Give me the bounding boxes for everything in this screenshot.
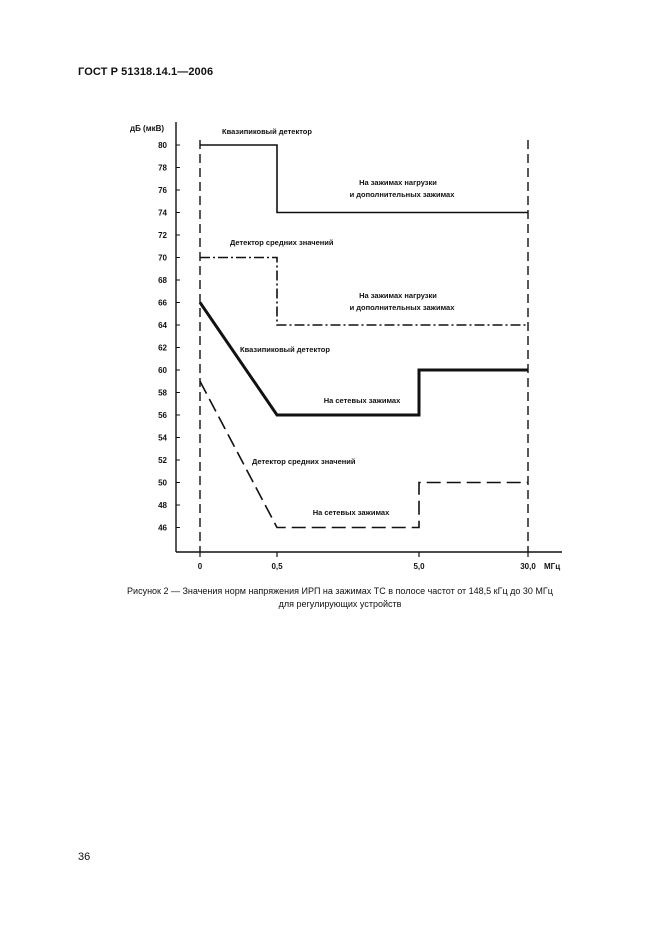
chart-series <box>200 145 528 528</box>
y-tick-label: 70 <box>158 253 167 263</box>
y-tick-label: 64 <box>158 321 167 330</box>
y-tick-label: 56 <box>158 411 167 420</box>
annotation-label: Детектор средних значений <box>252 457 356 466</box>
chart-annotations <box>222 127 455 517</box>
y-tick-label: 54 <box>158 433 167 443</box>
page-number: 36 <box>78 851 91 863</box>
caption-line-2: для регулирующих устройств <box>278 599 402 609</box>
y-axis-label: дБ (мкВ) <box>130 124 165 133</box>
y-tick-label: 66 <box>158 298 167 308</box>
y-tick-label: 74 <box>158 208 167 218</box>
annotation-label: и дополнительных зажимах <box>349 303 455 312</box>
figure-caption <box>60 585 620 611</box>
caption-line-1: Рисунок 2 — Значения норм напряжения ИРП на зажимах ТС в полосе частот от 148,5 кГц до 30 МГц <box>127 586 553 596</box>
y-tick-label: 78 <box>158 163 167 173</box>
annotation-label: На сетевых зажимах <box>312 508 390 517</box>
x-tick-label: 0 <box>197 562 203 571</box>
x-tick-label: 0,5 <box>271 562 283 571</box>
annotation-label: На сетевых зажимах <box>323 396 401 405</box>
y-tick-label: 68 <box>158 276 167 285</box>
y-tick-label: 62 <box>158 343 167 353</box>
x-axis-label: МГц <box>544 562 561 571</box>
standard-header: ГОСТ Р 51318.14.1—2006 <box>78 66 214 78</box>
y-tick-label: 52 <box>158 456 167 465</box>
y-tick-label: 76 <box>158 186 167 195</box>
y-tick-label: 60 <box>158 366 167 375</box>
annotation-label: Квазипиковый детектор <box>240 345 330 354</box>
annotation-label: Квазипиковый детектор <box>222 127 312 136</box>
x-tick-label: 30,0 <box>520 562 536 571</box>
annotation-label: и дополнительных зажимах <box>349 190 455 199</box>
chart-axes <box>130 122 562 571</box>
x-tick-label: 5,0 <box>413 562 425 571</box>
y-tick-label: 80 <box>158 141 167 150</box>
y-tick-label: 48 <box>158 501 167 510</box>
annotation-label: Детектор средних значений <box>230 238 334 247</box>
annotation-label: На зажимах нагрузки <box>359 178 437 187</box>
y-tick-label: 58 <box>158 388 167 398</box>
y-tick-label: 50 <box>158 478 167 488</box>
y-tick-label: 72 <box>158 231 167 240</box>
annotation-label: На зажимах нагрузки <box>359 291 437 300</box>
y-tick-label: 46 <box>158 523 167 533</box>
